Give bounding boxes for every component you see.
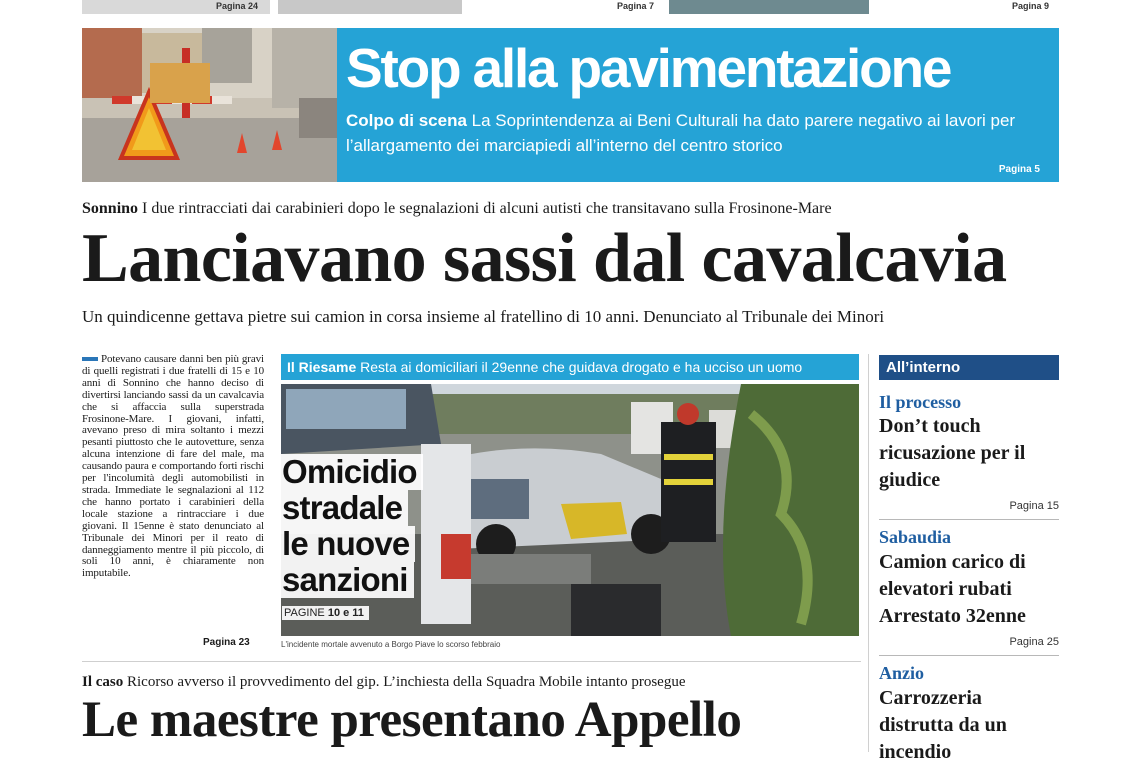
sidebar-divider [879, 519, 1059, 520]
main-body [82, 354, 264, 638]
roadworks-photo [82, 28, 337, 182]
riesame-bar[interactable] [281, 354, 859, 380]
column-divider [868, 354, 869, 752]
section-divider [82, 661, 861, 662]
sidebar-item-page: Pagina 15 [1009, 500, 1059, 512]
top-strip-page-middle: Pagina 7 [617, 1, 655, 11]
sidebar-item-headline[interactable]: Don’t touch ricusazione per il giudice [879, 415, 1026, 491]
main-subheadline: Un quindicenne gettava pietre sui camion in corsa insieme al fratellino di 10 anni. Denunciato al Tribunale dei Minori [82, 307, 885, 326]
photo-story-pages [282, 606, 369, 620]
banner-photo [82, 28, 337, 182]
photo-title-line: sanzioni [281, 562, 414, 598]
sidebar-header: All’interno [879, 355, 1059, 380]
riesame-kicker: Il Riesame [287, 359, 357, 375]
top-strip-image-right [669, 0, 869, 14]
top-strip-page-right: Pagina 9 [1012, 1, 1050, 11]
banner-kicker: Colpo di scena [346, 111, 467, 130]
banner-box[interactable] [337, 28, 1059, 182]
main-body-page: Pagina 23 [203, 637, 250, 648]
photo-title-line: stradale [281, 490, 408, 526]
sidebar-item-headline[interactable]: Camion carico di elevatori rubati Arrestato 32enne [879, 551, 1026, 627]
banner-summary [346, 108, 1036, 158]
second-kicker-text: Ricorso avverso il provvedimento del gip. L’inchiesta della Squadra Mobile intanto prosegue [127, 674, 686, 690]
sidebar-divider [879, 655, 1059, 656]
second-headline[interactable]: Le maestre presentano Appello [82, 692, 742, 748]
banner-text: La Soprintendenza ai Beni Culturali ha dato parere negativo ai lavori per l’allargamento dei marciapiedi all’interno del centro storico [346, 111, 1016, 155]
photo-title-line: Omicidio [281, 454, 423, 490]
top-strip-image-middle [278, 0, 462, 14]
sidebar-item-kicker: Il processo [879, 392, 962, 412]
riesame-text: Resta ai domiciliari il 29enne che guidava drogato e ha ucciso un uomo [360, 359, 803, 375]
top-strip [0, 0, 1140, 16]
main-body-text: Potevano causare danni ben più gravi di quelli registrati i due fratelli di 15 e 10 anni di Sonnino che hanno deciso di divertirsi lanciando sassi da un cavalcavia che si affaccia sulla superstrada Frosinone-Mare. I giovani, infatti, avevano preso di mira soltanto i mezzi pesanti piuttosto che le autovetture, senza alcuna intenzione di fare del male, ma causando paura e comportando forti rischi per l'incolumità degli automobilisti in strada. Immediate le segnalazioni al 112 che hanno portato i carabinieri della locale stazione a rintracciare i due giovani. Il 15enne è stato denunciato al Tribunale dei Minori per il reato di danneggiamento mentre il più piccolo, di soli 10 anni, è chiaramente non imputabile. [82, 354, 264, 580]
pages-label: PAGINE [284, 607, 325, 619]
sidebar-item-kicker: Sabaudia [879, 527, 952, 547]
photo-title-line: le nuove [281, 526, 415, 562]
main-kicker-label: Sonnino [82, 200, 139, 217]
sidebar-item-headline[interactable]: Carrozzeria distrutta da un incendio [879, 687, 1007, 763]
top-strip-page-left: Pagina 24 [216, 1, 259, 11]
banner-page: Pagina 5 [998, 164, 1040, 175]
paragraph-mark [82, 357, 98, 361]
banner-title: Stop alla pavimentazione [346, 37, 951, 99]
accident-photo[interactable] [281, 384, 859, 636]
pages-value: 10 e 11 [327, 607, 364, 619]
sidebar-item-page: Pagina 25 [1009, 636, 1059, 648]
second-kicker-label: Il caso [82, 674, 124, 690]
photo-story-title [281, 454, 423, 598]
main-headline[interactable]: Lanciavano sassi dal cavalcavia [82, 220, 1007, 297]
sidebar-item-kicker: Anzio [879, 663, 924, 683]
main-kicker-text: I due rintracciati dai carabinieri dopo le segnalazioni di alcuni autisti che transitavano sulla Frosinone-Mare [142, 200, 832, 217]
photo-caption: L'incidente mortale avvenuto a Borgo Piave lo scorso febbraio [281, 640, 501, 649]
